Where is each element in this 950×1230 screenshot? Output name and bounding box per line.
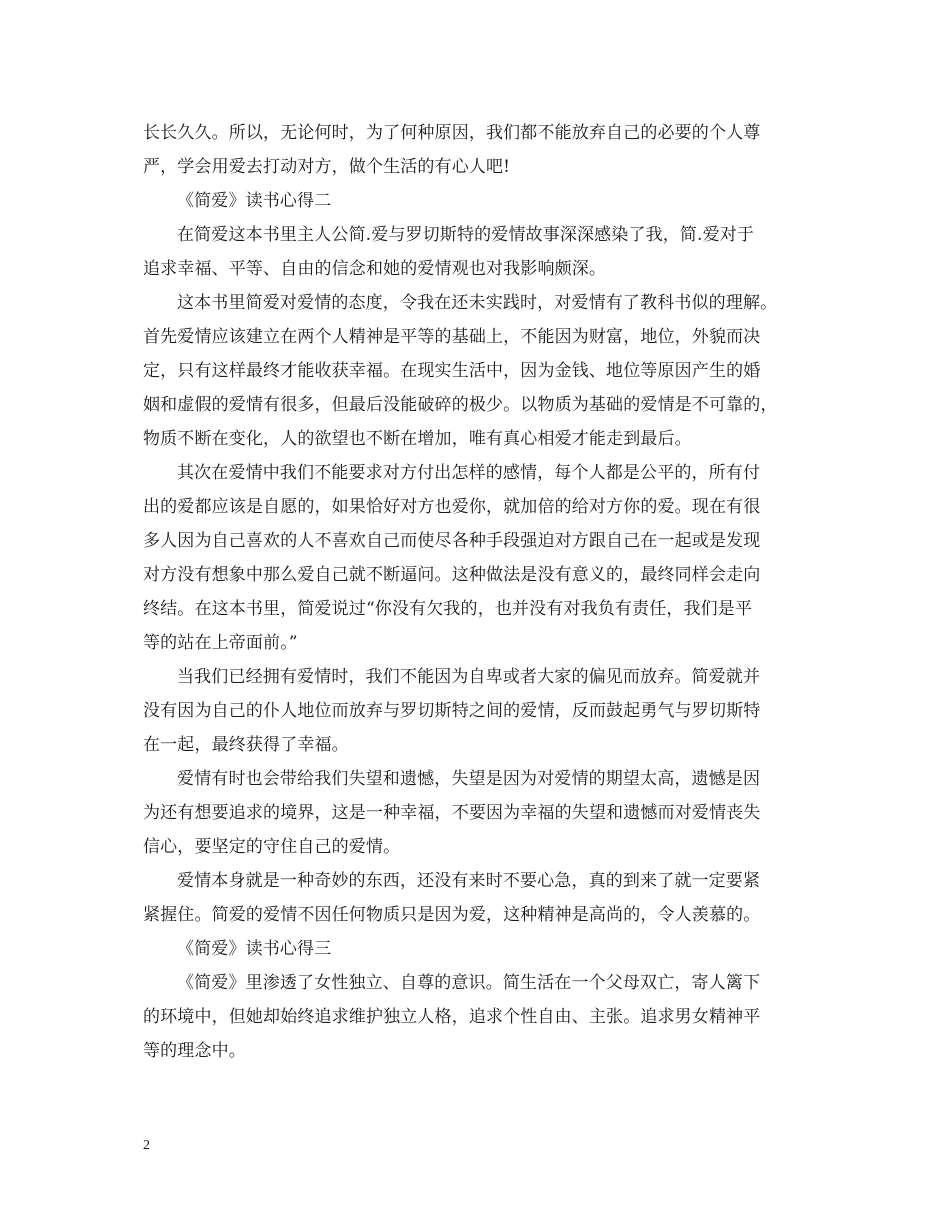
text-line: 首先爱情应该建立在两个人精神是平等的基础上，不能因为财富，地位，外貌而决 [143, 327, 761, 347]
page-number: 2 [143, 1138, 150, 1153]
text-line: 没有因为自己的仆人地位而放弃与罗切斯特之间的爱情，反而鼓起勇气与罗切斯特 [143, 701, 761, 721]
text-line: 长长久久。所以，无论何时，为了何种原因，我们都不能放弃自己的必要的个人尊 [143, 123, 761, 143]
text-line: 严，学会用爱去打动对方，做个生活的有心人吧! [143, 157, 511, 177]
text-line: 为还有想要追求的境界，这是一种幸福，不要因为幸福的失望和遗憾而对爱情丧失 [143, 803, 761, 823]
text-line: 信心，要坚定的守住自己的爱情。 [143, 837, 401, 857]
text-line: 爱情有时也会带给我们失望和遗憾，失望是因为对爱情的期望太高，遗憾是因 [177, 769, 761, 789]
document-body [143, 116, 810, 1068]
text-line: 《简爱》读书心得三 [177, 939, 332, 959]
text-line: 在简爱这本书里主人公简.爱与罗切斯特的爱情故事深深感染了我，简.爱对于 [177, 225, 755, 245]
text-line: 追求幸福、平等、自由的信念和她的爱情观也对我影响颇深。 [143, 259, 607, 279]
text-line: 等的理念中。 [143, 1041, 246, 1061]
text-line: 姻和虚假的爱情有很多，但最后没能破碎的极少。以物质为基础的爱情是不可靠的， [143, 395, 778, 415]
text-line: 当我们已经拥有爱情时，我们不能因为自卑或者大家的偏见而放弃。简爱就并 [177, 667, 761, 687]
text-line: 定，只有这样最终才能收获幸福。在现实生活中，因为金钱、地位等原因产生的婚 [143, 361, 761, 381]
text-line: 爱情本身就是一种奇妙的东西，还没有来时不要心急，真的到来了就一定要紧 [177, 871, 761, 891]
text-line: 紧握住。简爱的爱情不因任何物质只是因为爱，这种精神是高尚的，令人羡慕的。 [143, 905, 761, 925]
text-line: 的环境中，但她却始终追求维护独立人格，追求个性自由、主张。追求男女精神平 [143, 1007, 761, 1027]
text-line: 终结。在这本书里，简爱说过“你没有欠我的，也并没有对我负有责任，我们是平 [143, 599, 753, 619]
text-line: 《简爱》读书心得二 [177, 191, 332, 211]
text-line: 出的爱都应该是自愿的，如果恰好对方也爱你，就加倍的给对方你的爱。现在有很 [143, 497, 761, 517]
text-line: 等的站在上帝面前。” [143, 633, 298, 653]
text-line: 物质不断在变化，人的欲望也不断在增加，唯有真心相爱才能走到最后。 [143, 429, 692, 449]
text-line: 对方没有想象中那么爱自己就不断逼问。这种做法是没有意义的，最终同样会走向 [143, 565, 761, 585]
text-line: 在一起，最终获得了幸福。 [143, 735, 349, 755]
text-line: 其次在爱情中我们不能要求对方付出怎样的感情，每个人都是公平的，所有付 [177, 463, 761, 483]
text-line: 多人因为自己喜欢的人不喜欢自己而使尽各种手段强迫对方跟自己在一起或是发现 [143, 531, 761, 551]
text-line: 这本书里简爱对爱情的态度，令我在还未实践时，对爱情有了教科书似的理解。 [177, 293, 778, 313]
text-line: 《简爱》里渗透了女性独立、自尊的意识。简生活在一个父母双亡，寄人篱下 [177, 973, 761, 993]
